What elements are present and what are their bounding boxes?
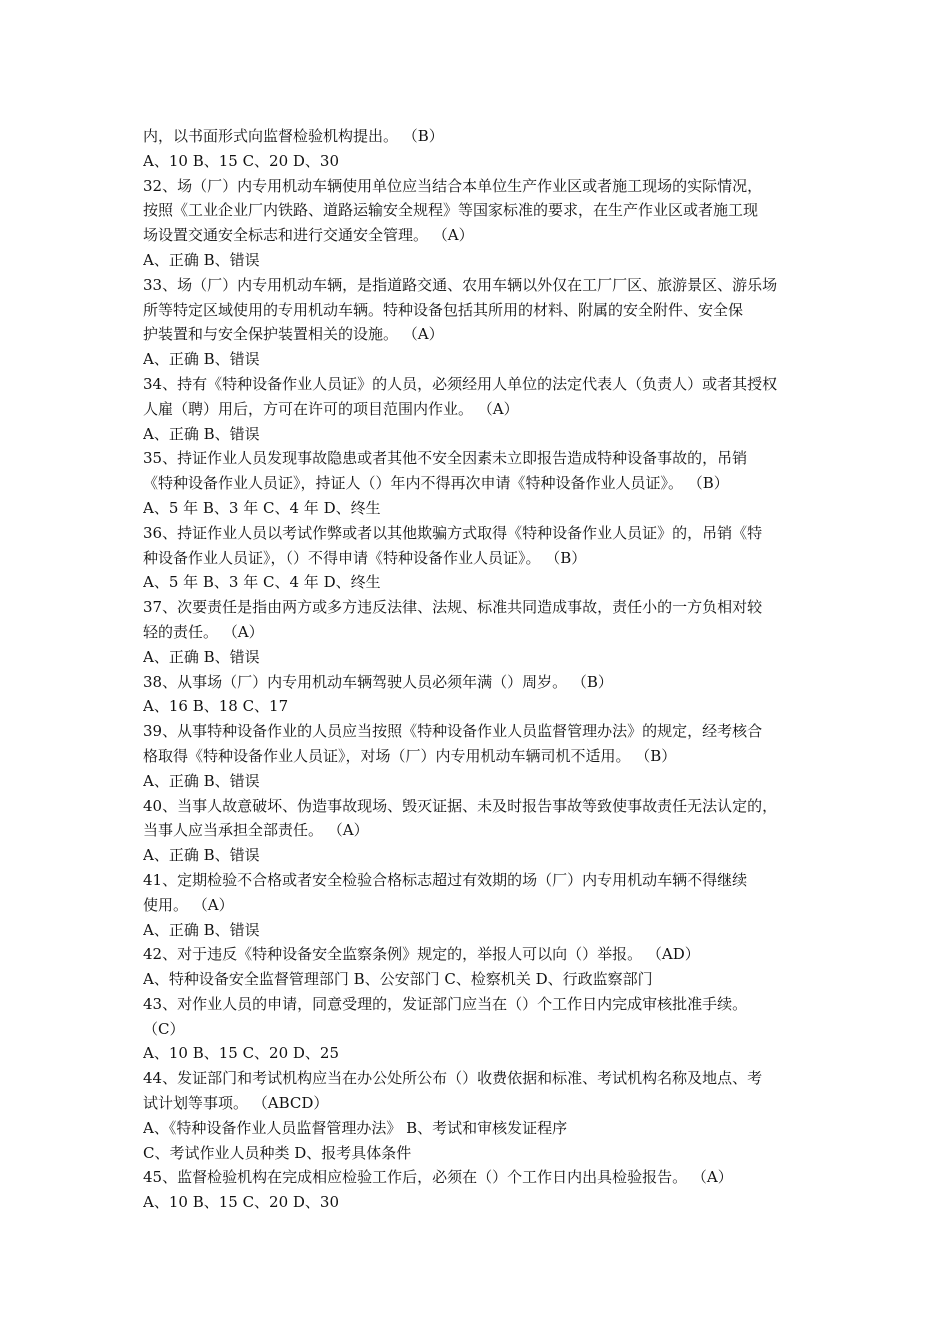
text-line: A、正确 B、错误 xyxy=(143,350,260,369)
text-line: 44、发证部门和考试机构应当在办公处所公布（）收费依据和标准、考试机构名称及地点、考 xyxy=(143,1069,763,1088)
text-line: A、10 B、15 C、20 D、25 xyxy=(143,1044,340,1063)
text-line: 38、从事场（厂）内专用机动车辆驾驶人员必须年满（）周岁。 （B） xyxy=(143,672,613,691)
text-line: 39、从事特种设备作业的人员应当按照《特种设备作业人员监督管理办法》的规定，经考核合 xyxy=(143,722,763,741)
text-line: A、《特种设备作业人员监督管理办法》 B、考试和审核发证程序 xyxy=(143,1118,568,1137)
text-line: 43、对作业人员的申请，同意受理的，发证部门应当在（）个工作日内完成审核批准手续。 xyxy=(143,994,748,1013)
text-line: 35、持证作业人员发现事故隐患或者其他不安全因素未立即报告造成特种设备事故的，吊销 xyxy=(143,449,748,468)
text-line: 41、定期检验不合格或者安全检验合格标志超过有效期的场（厂）内专用机动车辆不得继续 xyxy=(143,870,748,889)
text-line: A、10 B、15 C、20 D、30 xyxy=(143,1193,340,1212)
text-line: （C） xyxy=(143,1019,185,1038)
text-line: A、16 B、18 C、17 xyxy=(143,697,289,716)
text-line: 格取得《特种设备作业人员证》，对场（厂）内专用机动车辆司机不适用。 （B） xyxy=(143,746,677,765)
text-line: 42、对于违反《特种设备安全监察条例》规定的，举报人可以向（）举报。 （AD） xyxy=(143,945,700,964)
text-line: 护装置和与安全保护装置相关的设施。 （A） xyxy=(143,325,444,344)
document-body xyxy=(143,124,815,1215)
text-line: A、正确 B、错误 xyxy=(143,250,260,269)
text-line: 种设备作业人员证》，（）不得申请《特种设备作业人员证》。 （B） xyxy=(143,548,587,567)
text-line: 所等特定区域使用的专用机动车辆。特种设备包括其所用的材料、附属的安全附件、安全保 xyxy=(143,300,744,319)
text-line: A、正确 B、错误 xyxy=(143,920,260,939)
text-line: C、考试作业人员种类 D、报考具体条件 xyxy=(143,1143,412,1162)
text-line: A、正确 B、错误 xyxy=(143,846,260,865)
text-line: A、正确 B、错误 xyxy=(143,647,260,666)
text-line: 33、场（厂）内专用机动车辆，是指道路交通、农用车辆以外仅在工厂厂区、旅游景区、游乐场 xyxy=(143,275,778,294)
text-line: 32、场（厂）内专用机动车辆使用单位应当结合本单位生产作业区或者施工现场的实际情况， xyxy=(143,176,763,195)
text-line: A、特种设备安全监督管理部门 B、公安部门 C、检察机关 D、行政监察部门 xyxy=(143,970,653,989)
text-line: 当事人应当承担全部责任。 （A） xyxy=(143,821,369,840)
text-line: A、10 B、15 C、20 D、30 xyxy=(143,151,340,170)
text-line: A、5 年 B、3 年 C、4 年 D、终生 xyxy=(143,498,381,517)
text-line: 36、持证作业人员以考试作弊或者以其他欺骗方式取得《特种设备作业人员证》的，吊销《特 xyxy=(143,523,763,542)
text-line: 内，以书面形式向监督检验机构提出。 （B） xyxy=(143,127,444,145)
text-line: A、正确 B、错误 xyxy=(143,771,260,790)
text-line: 40、当事人故意破坏、伪造事故现场、毁灭证据、未及时报告事故等致使事故责任无法认定的， xyxy=(143,796,778,815)
text-line: 45、监督检验机构在完成相应检验工作后，必须在（）个工作日内出具检验报告。 （A） xyxy=(143,1168,733,1187)
text-line: 人雇（聘）用后，方可在许可的项目范围内作业。 （A） xyxy=(143,399,519,418)
text-line: 场设置交通安全标志和进行交通安全管理。 （A） xyxy=(143,226,474,245)
text-line: A、5 年 B、3 年 C、4 年 D、终生 xyxy=(143,573,381,592)
text-line: 使用。 （A） xyxy=(143,895,234,914)
text-line: A、正确 B、错误 xyxy=(143,424,260,443)
text-line: 《特种设备作业人员证》，持证人（）年内不得再次申请《特种设备作业人员证》。 （B） xyxy=(143,474,729,493)
text-line: 轻的责任。 （A） xyxy=(143,622,264,641)
text-line: 37、次要责任是指由两方或多方违反法律、法规、标准共同造成事故，责任小的一方负相对较 xyxy=(143,598,763,617)
text-line: 试计划等事项。 （ABCD） xyxy=(143,1094,329,1113)
text-line: 按照《工业企业厂内铁路、道路运输安全规程》等国家标准的要求，在生产作业区或者施工现 xyxy=(143,201,759,220)
text-line: 34、持有《特种设备作业人员证》的人员，必须经用人单位的法定代表人（负责人）或者其授权 xyxy=(143,374,778,393)
